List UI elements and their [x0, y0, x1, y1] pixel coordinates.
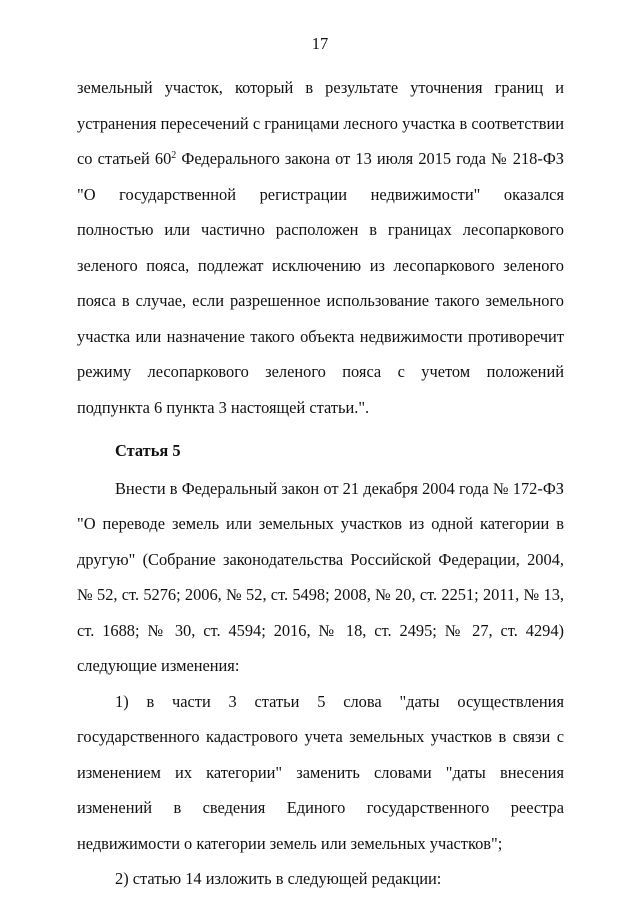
article-5-heading: Статья 5 — [115, 441, 181, 460]
article-5-item-1: 1) в части 3 статьи 5 слова "даты осуществления государственного кадастрового учета земельных участков в связи с изменением их категории" заменить словами "даты внесения изменений в сведения Единого государственного реестра недвижимости о категории земель или земельных участков"; — [77, 691, 564, 853]
superscript-2: 2 — [171, 150, 177, 161]
continued-paragraph — [77, 70, 564, 425]
document-body — [77, 70, 564, 897]
paragraph-text-part-1: земельный участок, который в результате уточнения границ и устранения пересечений с границами лесного участка в соответствии со статьей 60 — [77, 78, 564, 168]
article-5-intro: Внести в Федеральный закон от 21 декабря 2004 года № 172-ФЗ "О переводе земель или земельных участков из одной категории в другую" (Собрание законодательства Российской Федерации, 2004, № 52, ст. 5276; 2006, № 52, ст. 5498; 2008, № 20, ст. 2251; 2011, № 13, ст. 1688; № 30, ст. 4594; 2016, № 18, ст. 2495; № 27, ст. 4294) следующие изменения: — [77, 478, 564, 675]
page-number: 17 — [311, 34, 329, 53]
article-5-item-2: 2) статью 14 изложить в следующей редакции: — [115, 869, 442, 888]
paragraph-text-part-2: Федерального закона от 13 июля 2015 года № 218-ФЗ "О государственной регистрации недвижимости" оказался полностью или частично расположен в границах лесопаркового зеленого пояса, подлежат исключению из лесопаркового зеленого пояса в случае, если разрешенное использование такого земельного участка или назначение такого объекта недвижимости противоречит режиму лесопаркового зеленого пояса с учетом положений подпункта 6 пункта 3 настоящей статьи.". — [77, 149, 564, 417]
